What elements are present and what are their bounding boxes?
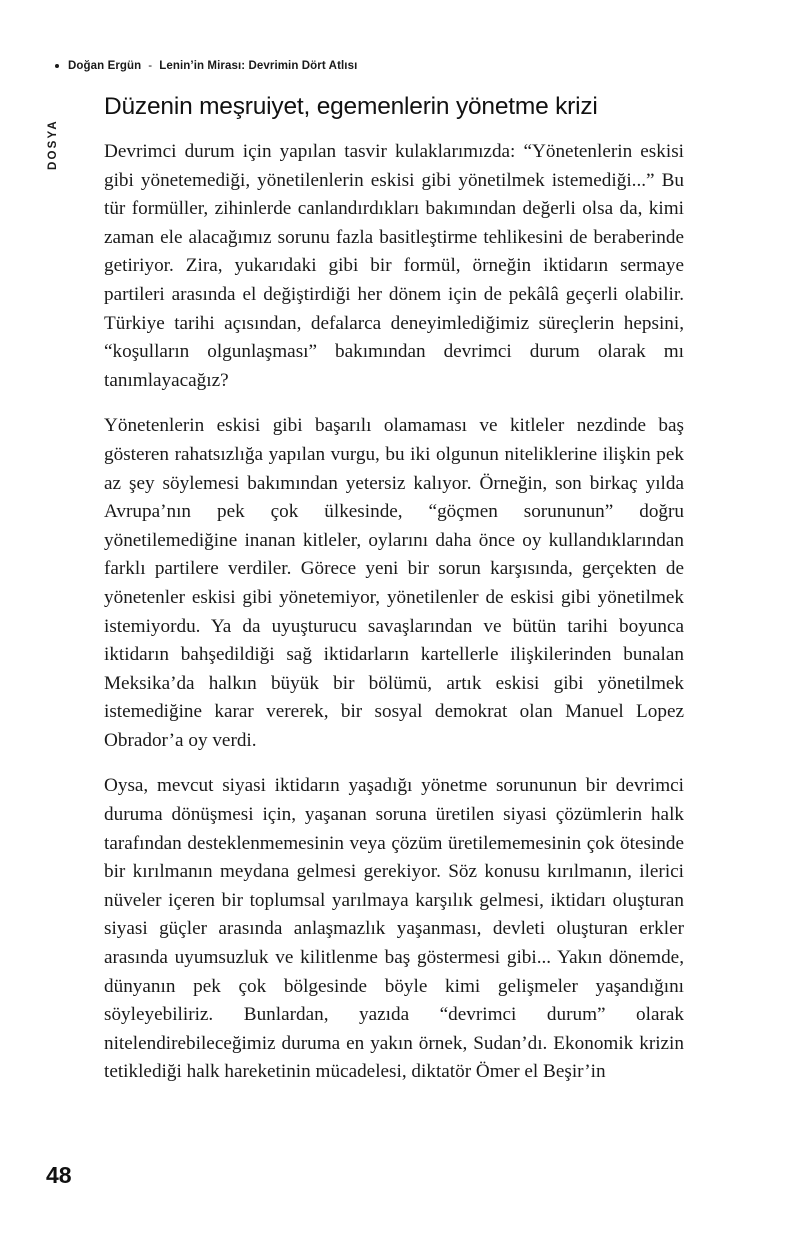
page-number: 48 bbox=[46, 1162, 72, 1188]
running-head-author: Doğan Ergün bbox=[68, 60, 142, 72]
running-head-separator: - bbox=[148, 60, 153, 72]
body-paragraph: Devrimci durum için yapılan tasvir kulaklarımızda: “Yönetenlerin eskisi gibi yönetemediği, yönetilenlerin eskisi gibi yönetilmek istemediği...” Bu tür formüller, zihinlerde canlandırdıkları bakımından değerli olsa da, kimi zaman ele alacağımız sorunu fazla basitleştirme tehlikesini de beraberinde getiriyor. Zira, yukarıdaki gibi bir formül, örneğin iktidarın sermaye partileri arasında el değiştirdiği her dönem için de pekâlâ geçerli olabilir. Türkiye tarihi açısından, defalarca deneyimlediğimiz süreçlerin hepsini, “koşulların olgunlaşması” bakımından devrimci durum olarak mı tanımlayacağız? bbox=[104, 141, 684, 391]
body-paragraph: Oysa, mevcut siyasi iktidarın yaşadığı yönetme sorununun bir devrimci duruma dönüşmesi için, yaşanan soruna üretilen siyasi çözümlerin halk tarafından desteklenmemesinin veya çözüm üretilememesinin çok ötesinde bir kırılmanın meydana gelmesi gerekiyor. Söz konusu kırılmanın, ilerici nüveler içeren bir toplumsal yarılmaya karşılık gelmesi, iktidarı oluşturan siyasi güçler arasında anlaşmazlık yaşanması, devleti oluşturan erkler arasında uyumsuzluk ve kilitlenme baş göstermesi gibi... Yakın dönemde, dünyanın pek çok bölgesinde böyle kimi gelişmeler yaşandığını söyleyebiliriz. Bunlardan, yazıda “devrimci durum” olarak nitelendirebileceğimiz duruma en yakın örnek, Sudan’dı. Ekonomik krizin tetiklediği halk hareketinin mücadelesi, diktatör Ömer el Beşir’in bbox=[104, 775, 684, 1083]
section-tab-label: DOSYA bbox=[47, 119, 59, 170]
bullet-dot-icon bbox=[55, 64, 59, 68]
body-column bbox=[104, 92, 684, 1087]
running-head bbox=[55, 60, 357, 72]
body-paragraph: Yönetenlerin eskisi gibi başarılı olamaması ve kitleler nezdinde baş gösteren rahatsızlığa yapılan vurgu, bu iki olgunun niteliklerine ilişkin pek az şey söylemesi bakımından yetersiz kalıyor. Örneğin, son birkaç yılda Avrupa’nın pek çok ülkesinde, “göçmen sorununun” doğru yönetilemediğine inanan kitleler, oylarını daha önce oy kullandıklarından farklı partilere verdiler. Görece yeni bir sorun karşısında, gerçekten de yönetenler eskisi gibi yönetemiyor, yönetilenler de eskisi gibi yönetilmek istemiyordu. Ya da uyuşturucu savaşlarından ve bütün tarihi boyunca iktidarın bahşedildiği sağ iktidarların kartellerle ilişkilerinden bunalan Meksika’da halkın büyük bir bölümü, artık eskisi gibi yönetilmek istemediğine karar vererek, bir sosyal demokrat olan Manuel Lopez Obrador’a oy verdi. bbox=[104, 415, 684, 751]
running-head-title: Lenin’in Mirası: Devrimin Dört Atlısı bbox=[159, 60, 358, 72]
page-title: Düzenin meşruiyet, egemenlerin yönetme krizi bbox=[104, 93, 598, 120]
